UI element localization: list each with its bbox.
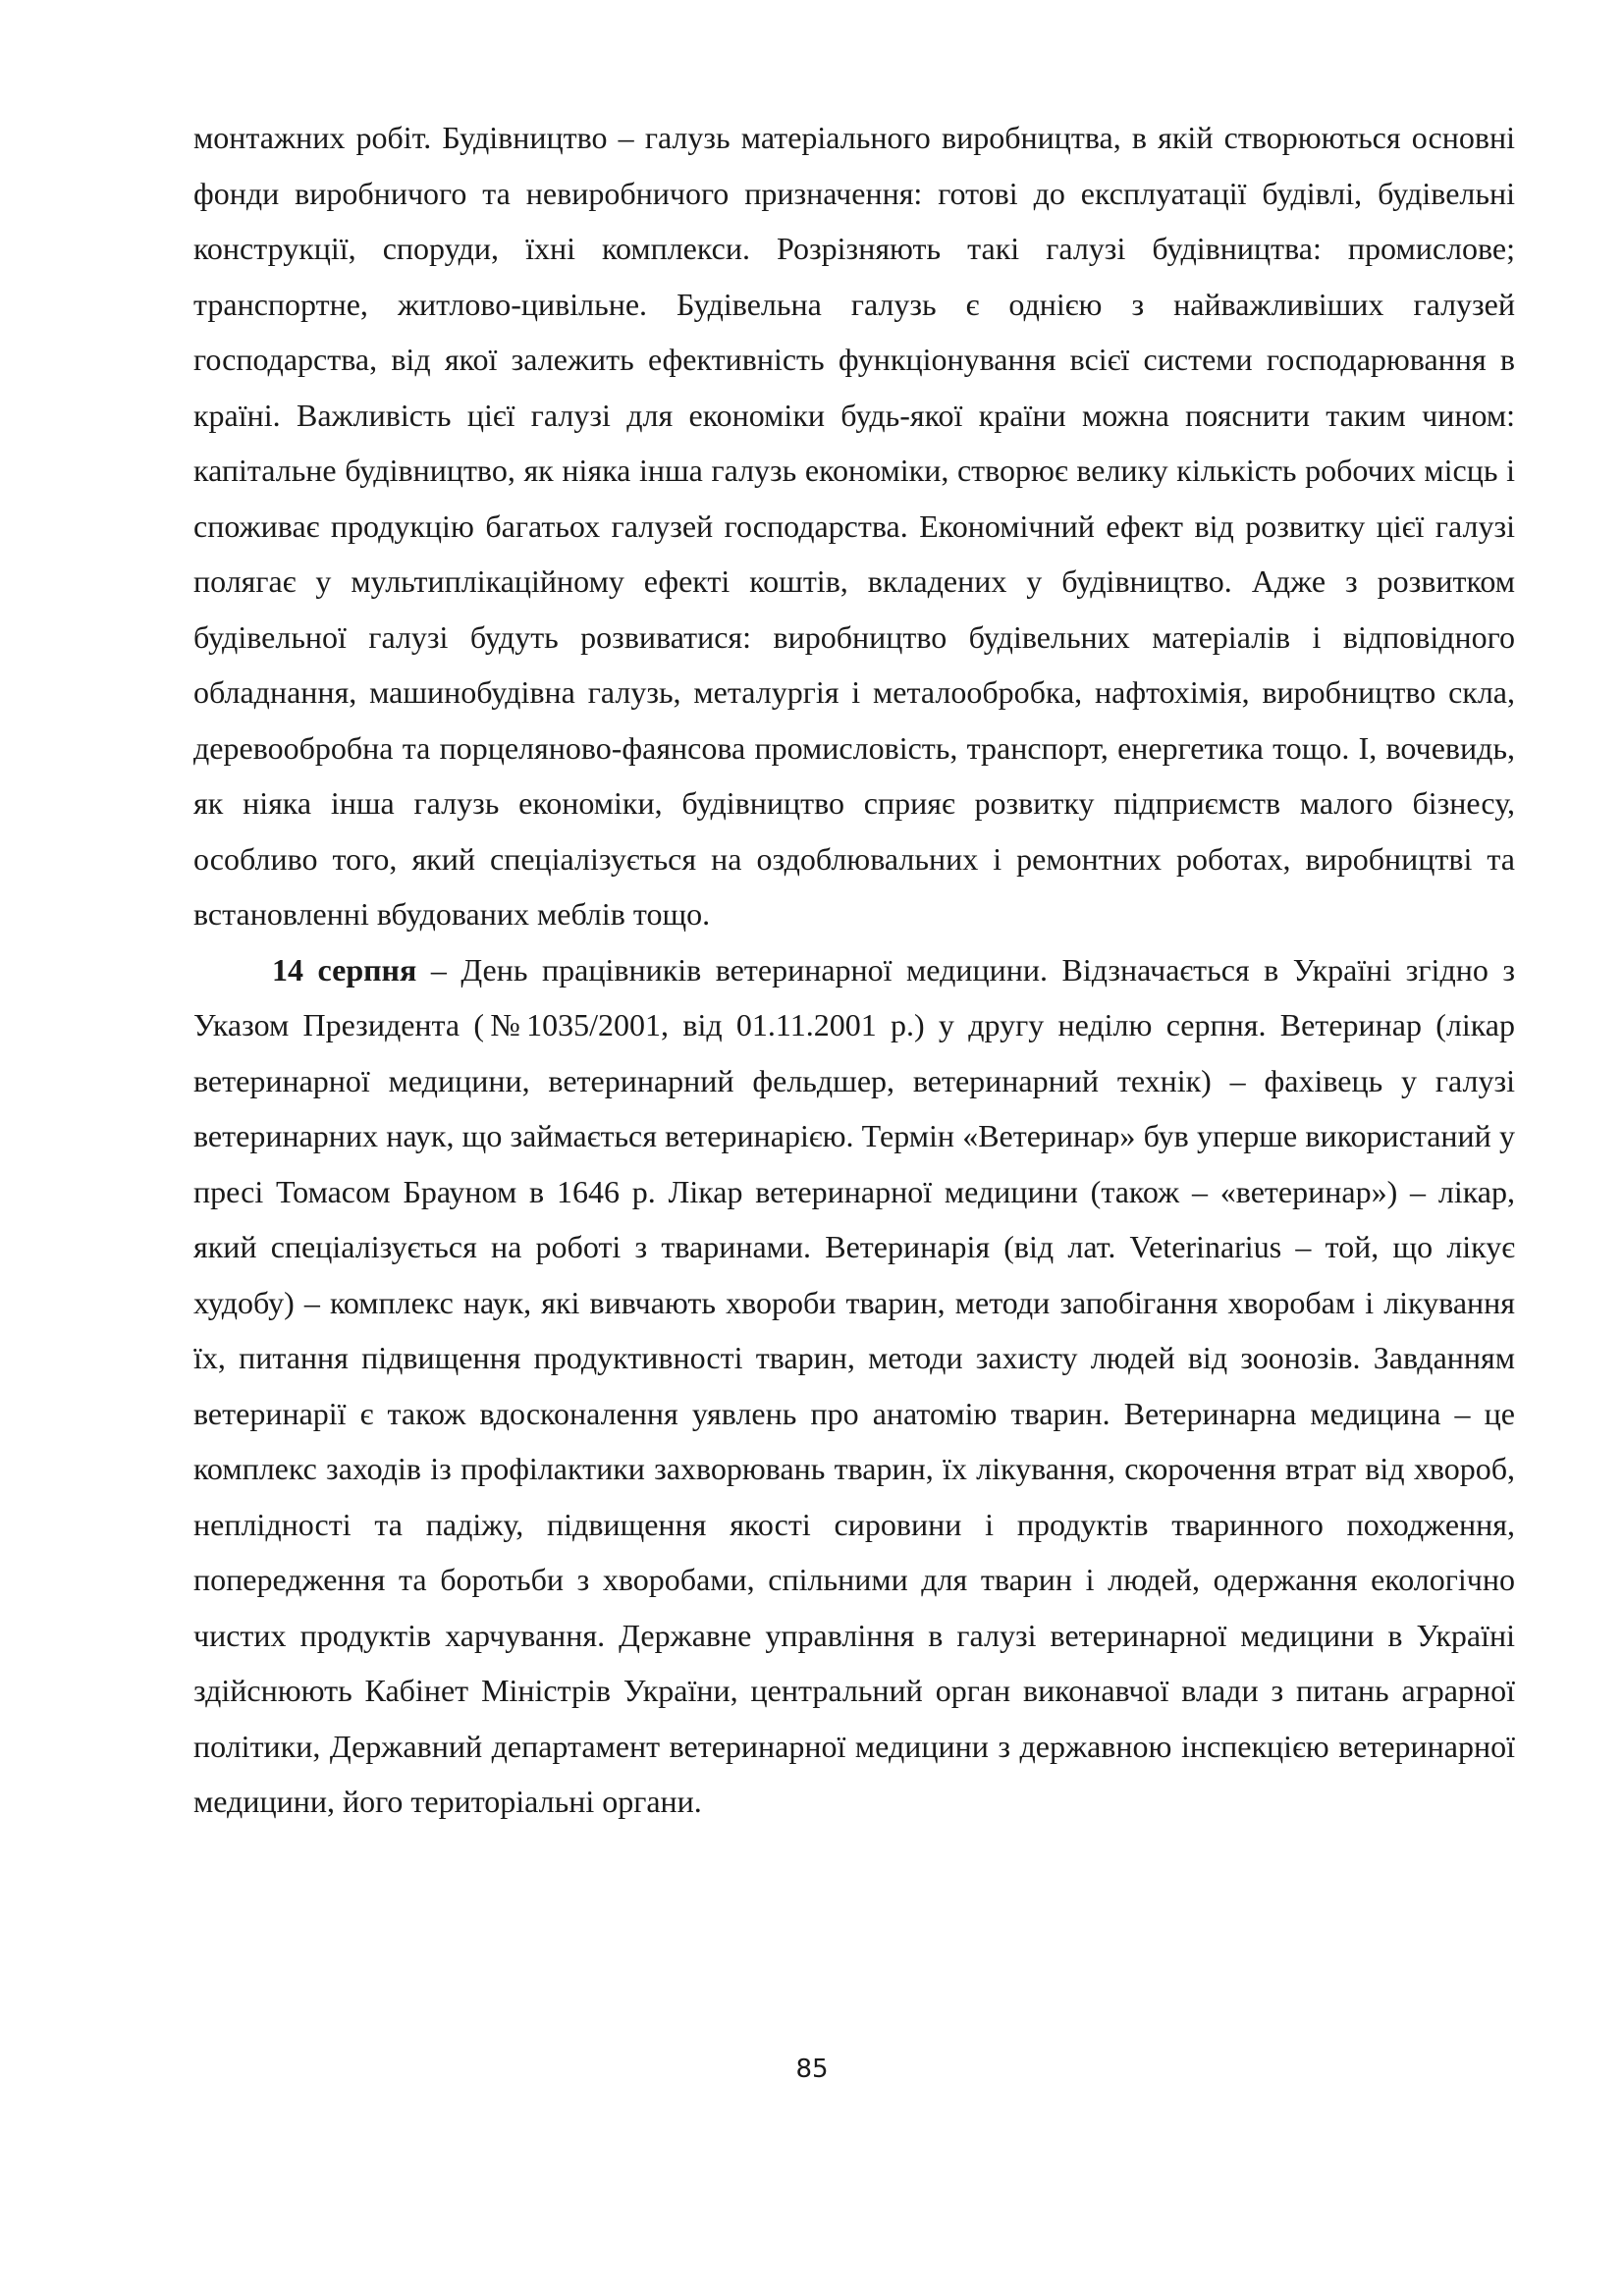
paragraph-veterinary-day	[193, 942, 1515, 1830]
paragraph-construction: монтажних робіт. Будівництво – галузь матеріального виробництва, в якій створюються основні фонди виробничого та невиробничого призначення: готові до експлуатації будівлі, будівельні конструкції, споруди, їхні комплекси. Розрізняють такі галузі будівництва: промислове; транспортне, житлово-цивільне. Будівельна галузь є однією з найважливіших галузей господарства, від якої залежить ефективність функціонування всієї системи господарювання в країні. Важливість цієї галузі для економіки будь-якої країни можна пояснити таким чином: капітальне будівництво, як ніяка інша галузь економіки, створює велику кількість робочих місць і споживає продукцію багатьох галузей господарства. Економічний ефект від розвитку цієї галузі полягає у мультиплікаційному ефекті коштів, вкладених у будівництво. Адже з розвитком будівельної галузі будуть розвиватися: виробництво будівельних матеріалів і відповідного обладнання, машинобудівна галузь, металургія і металообробка, нафтохімія, виробництво скла, деревообробна та порцеляново-фаянсова промисловість, транспорт, енергетика тощо. І, вочевидь, як ніяка інша галузь економіки, будівництво сприяє розвитку підприємств малого бізнесу, особливо того, який спеціалізується на оздоблювальних і ремонтних роботах, виробництві та встановленні вбудованих меблів тощо.	[193, 120, 1515, 932]
paragraph-veterinary-text: – День працівників ветеринарної медицини. Відзначається в Україні згідно з Указом Президента (№1035/2001, від 01.11.2001 р.) у другу неділю серпня. Ветеринар (лікар ветеринарної медицини, ветеринарний фельдшер, ветеринарний технік) – фахівець у галузі ветеринарних наук, що займається ветеринарією. Термін «Ветеринар» був уперше використаний у пресі Томасом Брауном в 1646 р. Лікар ветеринарної медицини (також – «ветеринар») – лікар, який спеціалізується на роботі з тваринами. Ветеринарія (від лат. Veterinarius – той, що лікує худобу) – комплекс наук, які вивчають хвороби тварин, методи запобігання хворобам і лікування їх, питання підвищення продуктивності тварин, методи захисту людей від зоонозів. Завданням ветеринарії є також вдосконалення уявлень про анатомію тварин. Ветеринарна медицина – це комплекс заходів із профілактики захворювань тварин, їх лікування, скорочення втрат від хвороб, неплідності та падіжу, підвищення якості сировини і продуктів тваринного походження, попередження та боротьби з хворобами, спільними для тварин і людей, одержання екологічно чистих продуктів харчування. Державне управління в галузі ветеринарної медицини в Україні здійснюють Кабінет Міністрів України, центральний орган виконавчої влади з питань аграрної політики, Державний департамент ветеринарної медицини з державною інспекцією ветеринарної медицини, його територіальні органи.	[193, 951, 1515, 1819]
document-body	[193, 110, 1515, 1830]
date-heading: 14 серпня	[272, 951, 417, 988]
page-number: 85	[795, 2055, 829, 2084]
